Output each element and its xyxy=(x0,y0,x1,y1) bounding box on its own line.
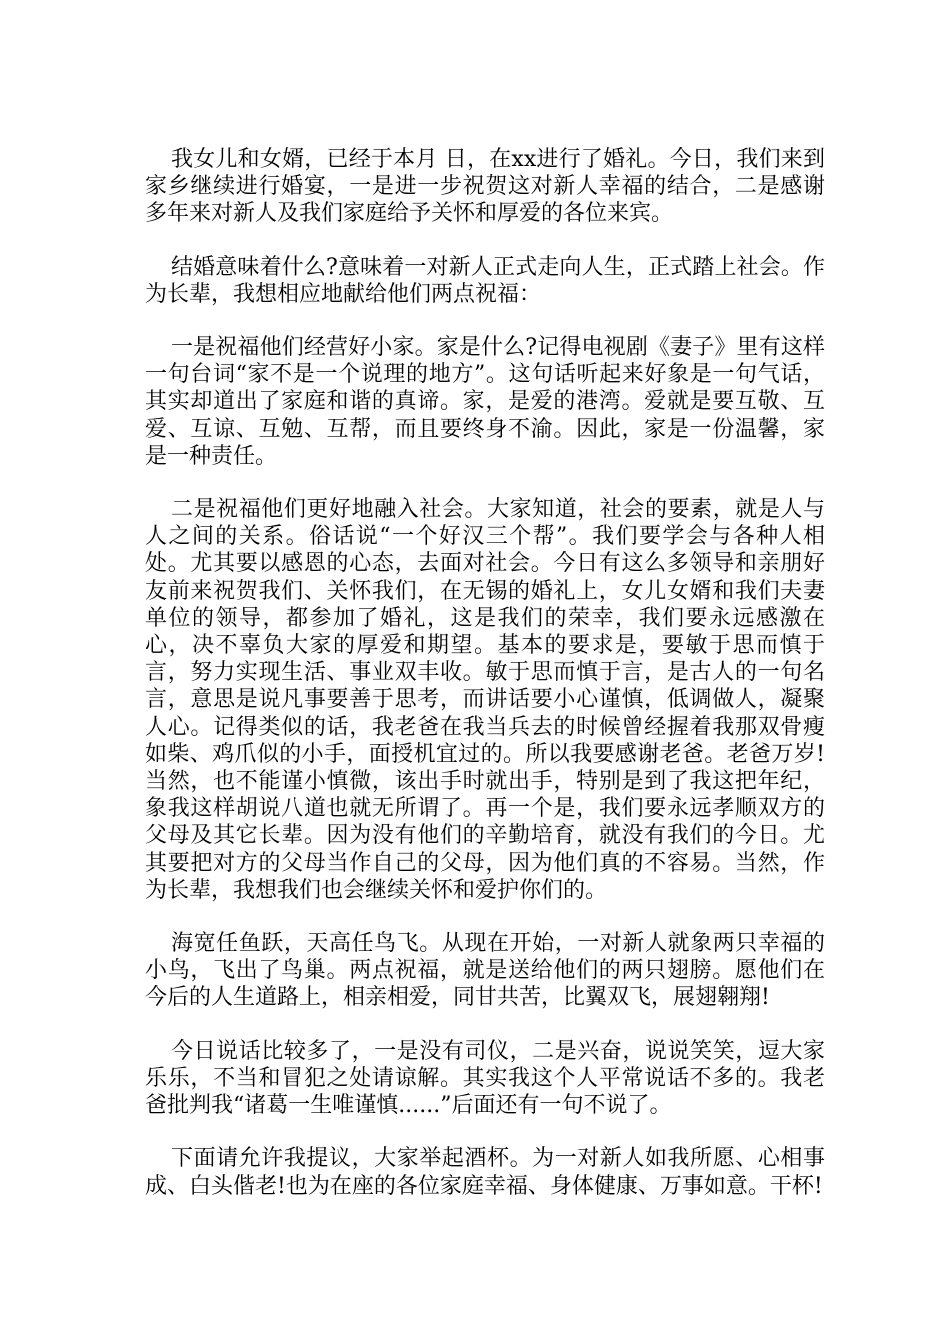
paragraph-6: 今日说话比较多了，一是没有司仪，二是兴奋，说说笑笑，逗大家乐乐，不当和冒犯之处请谅解。其实我这个人平常说话不多的。我老爸批判我“诸葛一生唯谨慎......”后面还有一句不说了。 xyxy=(145,1038,825,1119)
paragraph-7: 下面请允许我提议，大家举起酒杯。为一对新人如我所愿、心相事成、白头偕老!也为在座的各位家庭幸福、身体健康、万事如意。干杯! xyxy=(145,1146,825,1199)
paragraph-1: 我女儿和女婿，已经于本月 日，在xx进行了婚礼。今日，我们来到家乡继续进行婚宴，一是进一步祝贺这对新人幸福的结合，二是感谢多年来对新人及我们家庭给予关怀和厚爱的各位来宾。 xyxy=(145,147,825,227)
paragraph-3: 一是祝福他们经营好小家。家是什么?记得电视剧《妻子》里有这样一句台词“家不是一个说理的地方”。这句话听起来好象是一句气话，其实却道出了家庭和谐的真谛。家，是爱的港湾。爱就是要互敬、互爱、互谅、互勉、互帮，而且要终身不渝。因此，家是一份温馨，家是一种责任。 xyxy=(145,335,825,469)
paragraph-4: 二是祝福他们更好地融入社会。大家知道，社会的要素，就是人与人之间的关系。俗话说“一个好汉三个帮”。我们要学会与各种人相处。尤其要以感恩的心态，去面对社会。今日有这么多领导和亲朋好友前来祝贺我们、关怀我们，在无锡的婚礼上，女儿女婿和我们夫妻单位的领导，都参加了婚礼，这是我们的荣幸，我们要永远感激在心，决不辜负大家的厚爱和期望。基本的要求是，要敏于思而慎于言，努力实现生活、事业双丰收。敏于思而慎于言，是古人的一句名言，意思是说凡事要善于思考，而讲话要小心谨慎，低调做人，凝聚人心。记得类似的话，我老爸在我当兵去的时候曾经握着我那双骨瘦如柴、鸡爪似的小手，面授机宜过的。所以我要感谢老爸。老爸万岁!当然，也不能谨小慎微，该出手时就出手，特别是到了我这把年纪，象我这样胡说八道也就无所谓了。再一个是，我们要永远孝顺双方的父母及其它长辈。因为没有他们的辛勤培育，就没有我们的今日。尤其要把对方的父母当作自己的父母，因为他们真的不容易。当然，作为长辈，我想我们也会继续关怀和爱护你们的。 xyxy=(145,497,825,903)
document-page xyxy=(145,146,825,1226)
paragraph-2: 结婚意味着什么?意味着一对新人正式走向人生，正式踏上社会。作为长辈，我想相应地献给他们两点祝福： xyxy=(145,254,825,307)
paragraph-5: 海宽任鱼跃，天高任鸟飞。从现在开始，一对新人就象两只幸福的小鸟，飞出了鸟巢。两点祝福，就是送给他们的两只翅膀。愿他们在今后的人生道路上，相亲相爱，同甘共苦，比翼双飞，展翅翱翔! xyxy=(145,931,825,1011)
